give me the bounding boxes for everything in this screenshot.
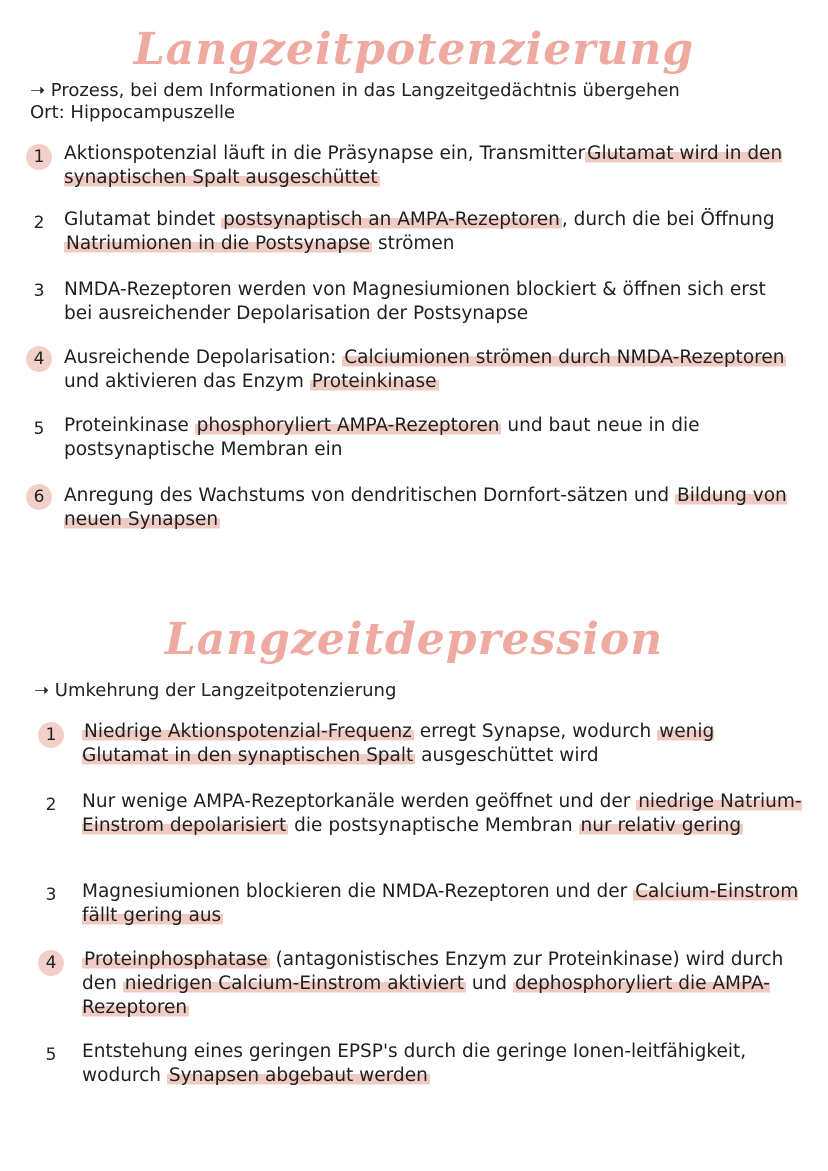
highlighted-text: Proteinphosphatase — [84, 949, 268, 970]
text-segment: und baut neue in die postsynaptische Membran ein — [64, 415, 700, 460]
highlighted-text: niedrigen Calcium-Einstrom aktiviert — [124, 973, 464, 994]
item-number: 1 — [38, 722, 64, 748]
title-text: Langzeitpotenzierung — [133, 24, 695, 75]
highlighted-text: Calciumionen strömen durch NMDA-Rezeptoren — [344, 347, 785, 368]
section-title-ltp — [0, 24, 828, 75]
item-number: 4 — [26, 346, 52, 372]
text-segment: NMDA-Rezeptoren werden von Magnesiumionen blockiert & öffnen sich erst bei ausreichender Depolarisation der Postsynapse — [64, 279, 766, 324]
highlighted-text: Calcium-Einstrom fällt gering aus — [82, 881, 799, 926]
item-number: 1 — [26, 144, 52, 170]
item-number: 5 — [45, 1045, 57, 1065]
intro-line: ➝ Prozess, bei dem Informationen in das Langzeitgedächtnis übergehen — [30, 80, 680, 101]
text-segment: Anregung des Wachstums von dendritischen Dornfort-sätzen und — [64, 485, 675, 506]
text-segment: , durch die bei Öffnung — [561, 209, 775, 230]
text-segment: erregt Synapse, wodurch — [413, 721, 658, 742]
item-number: 3 — [45, 885, 57, 905]
text-segment: die postsynaptische Membran — [288, 815, 579, 836]
text-segment: und aktivieren das Enzym — [64, 371, 310, 392]
text-segment: ausgeschüttet wird — [415, 745, 599, 766]
text-segment: Proteinkinase — [64, 415, 195, 436]
text-segment: Entstehung eines geringen EPSP's durch die geringe Ionen-leitfähigkeit, wodurch — [82, 1041, 747, 1086]
highlighted-text: Proteinkinase — [311, 371, 437, 392]
list-item-text — [82, 790, 802, 838]
highlighted-text: nur relativ gering — [580, 815, 742, 836]
highlighted-text: Niedrige Aktionspotenzial-Frequenz — [84, 721, 412, 742]
intro-line: Ort: Hippocampuszelle — [30, 102, 236, 123]
intro-ltd — [34, 680, 396, 702]
highlighted-text: phosphoryliert AMPA-Rezeptoren — [196, 415, 500, 436]
highlighted-text: niedrige Natrium-Einstrom depolarisiert — [82, 791, 802, 836]
highlighted-text: Glutamat wird in den synaptischen Spalt ausgeschüttet — [64, 143, 783, 188]
list-item-text — [64, 414, 799, 462]
text-segment: Nur wenige AMPA-Rezeptorkanäle werden geöffnet und der — [82, 791, 637, 812]
list-item-text — [64, 142, 799, 190]
highlighted-text: Natriumionen in die Postsynapse — [66, 233, 371, 254]
highlighted-text: wenig Glutamat in den synaptischen Spalt — [82, 721, 715, 766]
item-number: 6 — [26, 484, 52, 510]
item-number: 2 — [45, 795, 57, 815]
item-number: 2 — [33, 213, 45, 233]
item-number: 5 — [33, 419, 45, 439]
text-segment: Glutamat bindet — [64, 209, 222, 230]
section-title-ltd — [0, 614, 828, 665]
list-item-text — [82, 948, 802, 1020]
text-segment: strömen — [372, 233, 455, 254]
text-segment: Aktionspotenzial läuft in die Präsynapse ein, Transmitter — [64, 143, 586, 164]
text-segment: (antagonistisches Enzym zur Proteinkinase) wird durch den — [82, 949, 784, 994]
list-item-text — [64, 484, 799, 532]
list-item-text — [64, 346, 799, 394]
text-segment: Magnesiumionen blockieren die NMDA-Rezeptoren und der — [82, 881, 634, 902]
highlighted-text: dephosphoryliert die AMPA-Rezeptoren — [82, 973, 770, 1018]
text-segment: Ausreichende Depolarisation: — [64, 347, 343, 368]
title-text: Langzeitdepression — [164, 614, 664, 665]
list-item-text — [82, 720, 802, 768]
list-item-text — [64, 278, 799, 326]
intro-ltp — [30, 80, 680, 124]
intro-line: ➝ Umkehrung der Langzeitpotenzierung — [34, 680, 397, 701]
item-number: 3 — [33, 281, 45, 301]
text-segment: und — [465, 973, 513, 994]
list-item-text — [64, 208, 799, 256]
highlighted-text: Bildung von neuen Synapsen — [64, 485, 787, 530]
list-item-text — [82, 1040, 802, 1088]
highlighted-text: Synapsen abgebaut werden — [168, 1065, 428, 1086]
item-number: 4 — [38, 950, 64, 976]
highlighted-text: postsynaptisch an AMPA-Rezeptoren — [223, 209, 560, 230]
list-item-text — [82, 880, 802, 928]
